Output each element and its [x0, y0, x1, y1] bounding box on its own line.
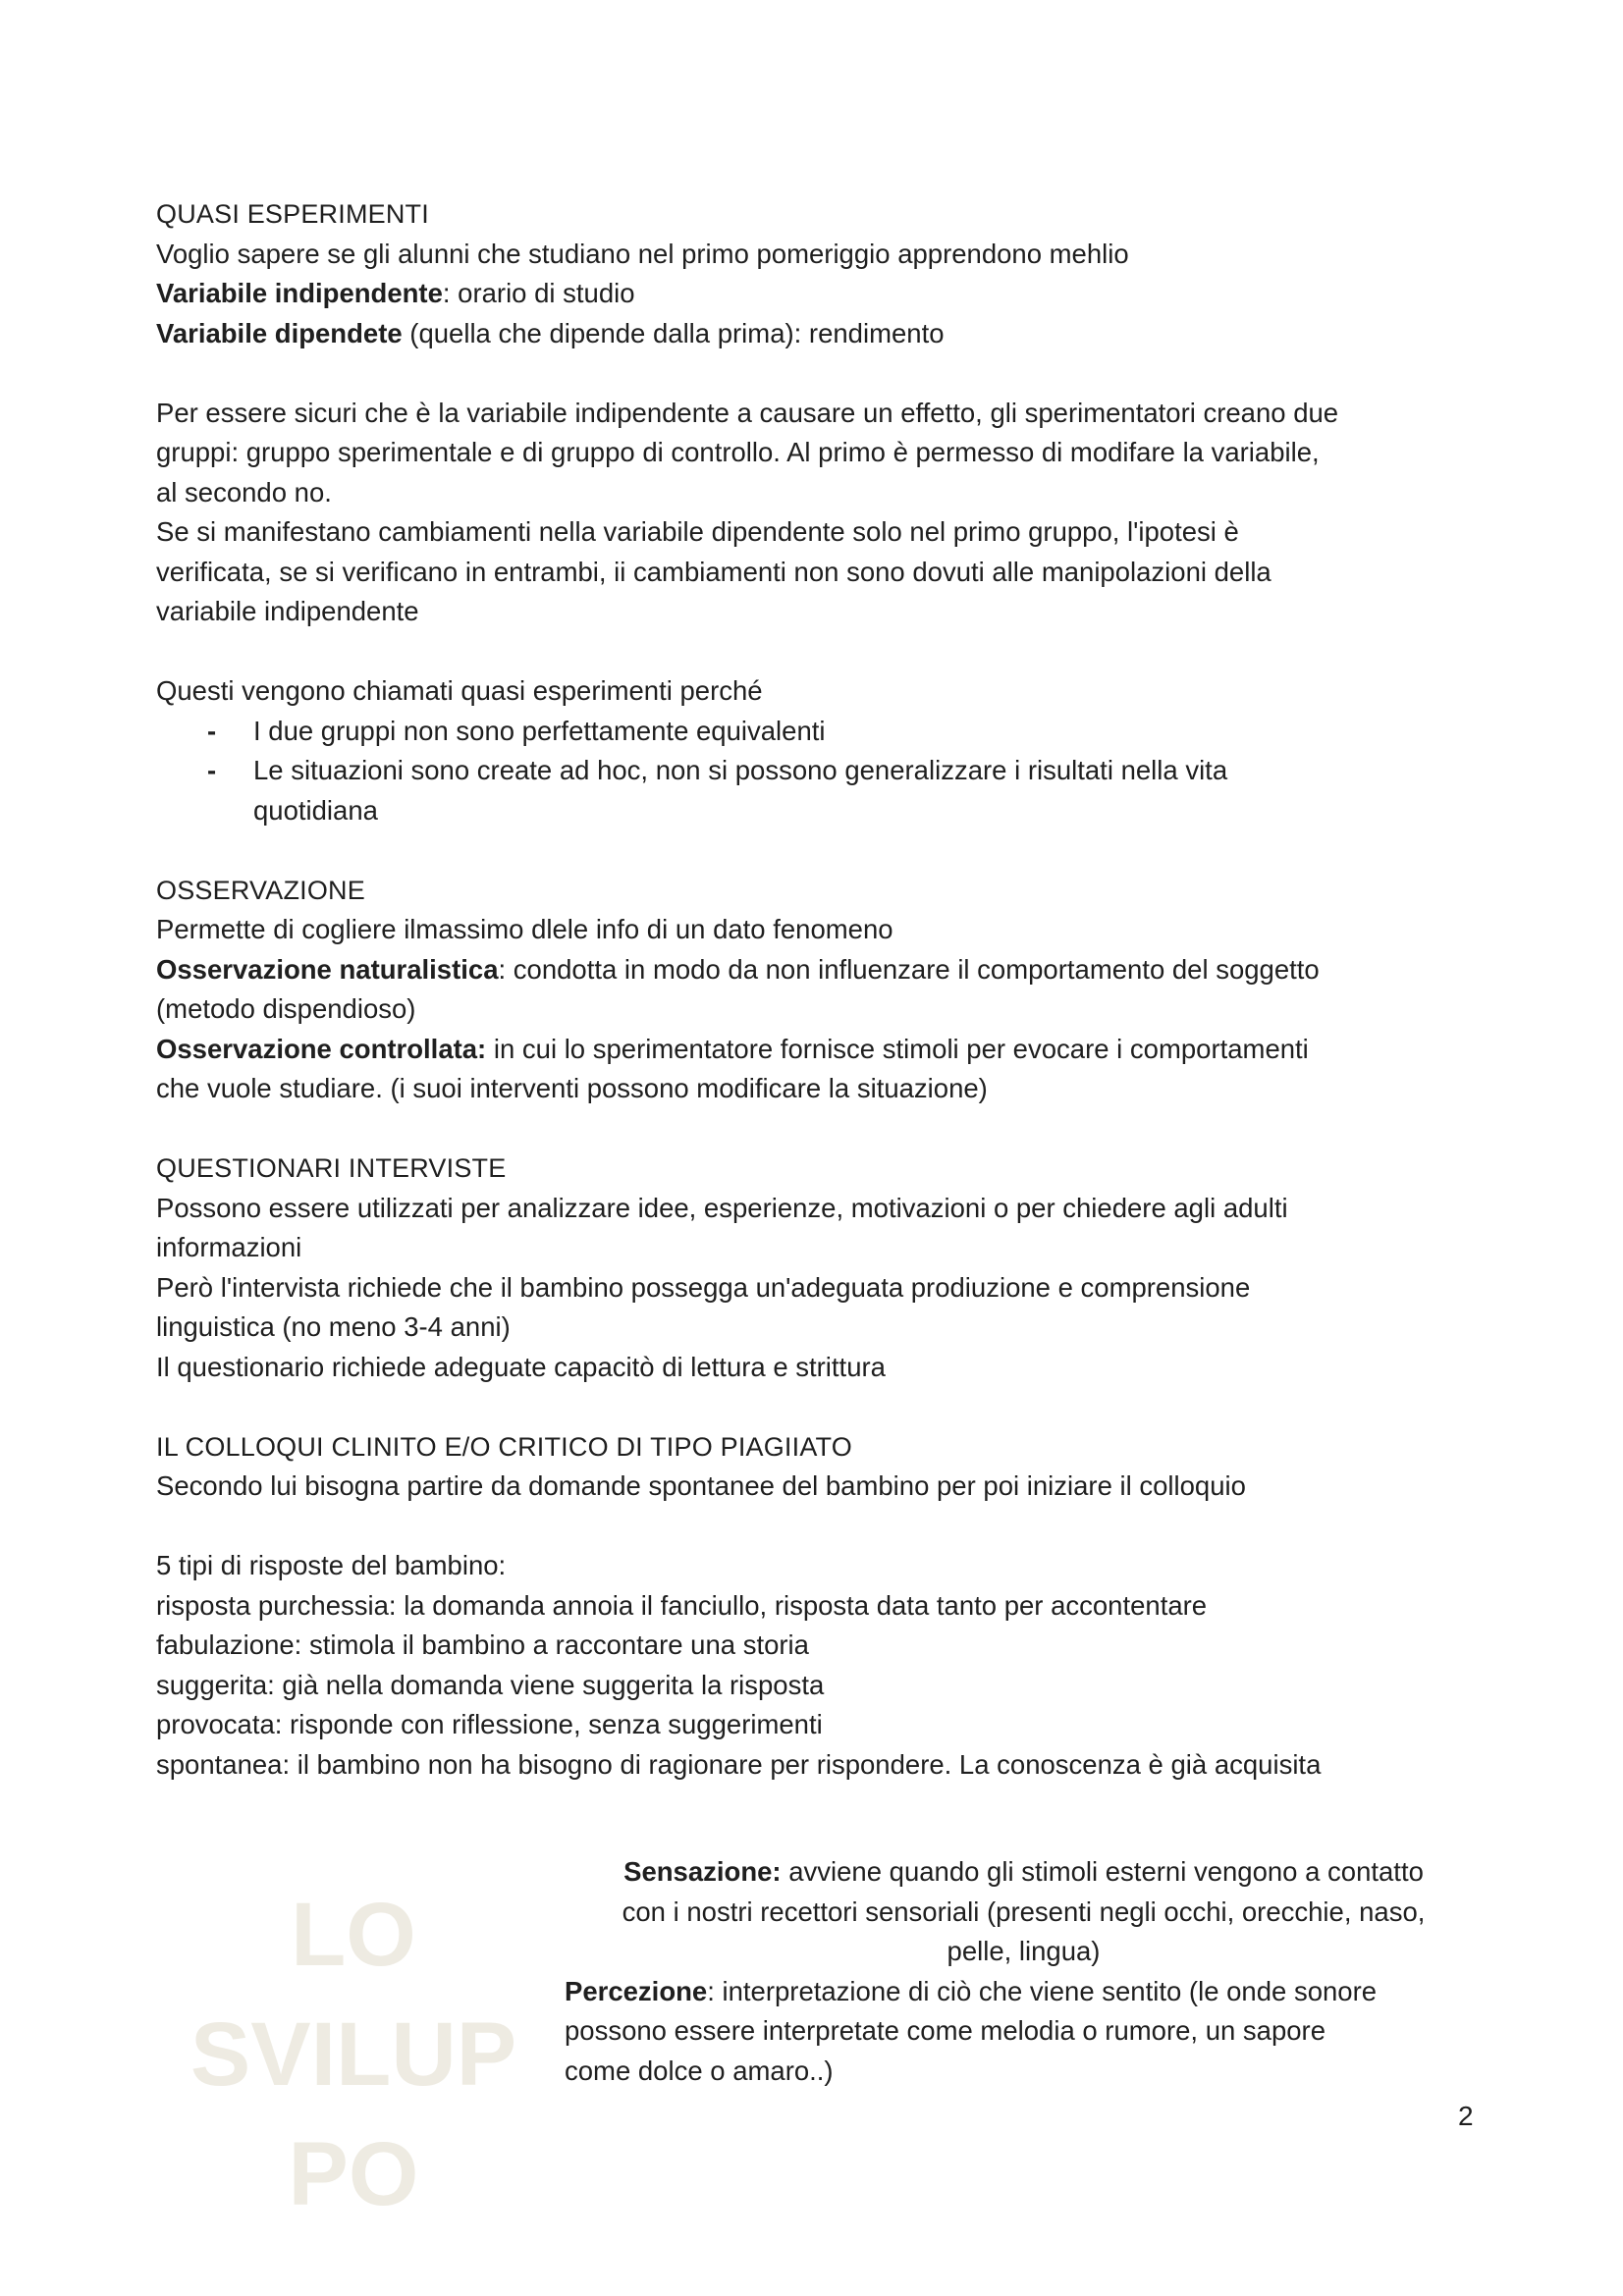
- perc-line: come dolce o amaro..): [565, 2055, 834, 2086]
- osservazione-intro: Permette di cogliere ilmassimo dlele info di un dato fenomeno: [156, 914, 893, 944]
- risposte-item: provocata: risponde con riflessione, senza suggerimenti: [156, 1709, 823, 1739]
- var-ind-label: Variabile indipendente: [156, 278, 443, 308]
- side-text-box: [565, 1852, 1483, 2091]
- var-ind-text: : orario di studio: [442, 278, 635, 308]
- spacer: [156, 632, 1491, 672]
- perc-line: [565, 1972, 1483, 2012]
- watermark: [147, 1875, 560, 2234]
- sens-text: avviene quando gli stimoli esterni vengono a contatto: [781, 1856, 1424, 1887]
- var-dip-label: Variabile dipendete: [156, 317, 403, 348]
- list-item-text: quotidiana: [253, 794, 378, 826]
- main-text: [156, 194, 1491, 1785]
- para1-line: Per essere sicuri che è la variabile indipendente a causare un effetto, gli sperimentatori creano due: [156, 397, 1339, 428]
- sens-label: Sensazione:: [623, 1856, 782, 1887]
- questionari-line: informazioni: [156, 1232, 302, 1262]
- questionari-line: Possono essere utilizzati per analizzare idee, esperienze, motivazioni o per chiedere agli adulti: [156, 1192, 1288, 1223]
- spacer: [156, 830, 1491, 871]
- para2-line: variabile indipendente: [156, 596, 419, 626]
- percezione-block: [565, 1972, 1483, 2092]
- spacer: [156, 1507, 1491, 1547]
- spacer: [156, 1109, 1491, 1149]
- nat-line-2: (metodo dispendioso): [156, 993, 416, 1024]
- para2-line: verificata, se si verificano in entrambi, ii cambiamenti non sono dovuti alle manipolazioni della: [156, 556, 1271, 587]
- section-heading-colloquio: IL COLLOQUI CLINITO E/O CRITICO DI TIPO PIAGIIATO: [156, 1431, 852, 1462]
- sens-line: [565, 1852, 1483, 1893]
- para2-line: Se si manifestano cambiamenti nella variabile dipendente solo nel primo gruppo, l'ipotesi è: [156, 516, 1239, 547]
- contr-line-2: che vuole studiare. (i suoi interventi possono modificare la situazione): [156, 1073, 988, 1103]
- watermark-line: LO: [291, 1885, 416, 1985]
- perc-label: Percezione: [565, 1975, 708, 2006]
- nat-line: [156, 950, 1491, 990]
- list-item-text: Le situazioni sono create ad hoc, non si possono generalizzare i risultati nella vita: [253, 755, 1228, 785]
- watermark-line: SVILUP: [189, 2004, 517, 2105]
- var-dip-line: [156, 314, 1491, 354]
- nat-text: : condotta in modo da non influenzare il comportamento del soggetto: [498, 953, 1320, 985]
- quasi-intro: Voglio sapere se gli alunni che studiano nel primo pomeriggio apprendono mehlio: [156, 238, 1129, 269]
- var-dip-text: (quella che dipende dalla prima): rendimento: [402, 317, 945, 348]
- spacer: [156, 1387, 1491, 1427]
- nat-label: Osservazione naturalistica: [156, 953, 499, 985]
- sensazione-block: [565, 1852, 1483, 1972]
- risposte-intro: 5 tipi di risposte del bambino:: [156, 1550, 507, 1580]
- questionari-line: Il questionario richiede adeguate capacitò di lettura e strittura: [156, 1351, 886, 1382]
- colloquio-text: Secondo lui bisogna partire da domande spontanee del bambino per poi iniziare il colloquio: [156, 1470, 1246, 1501]
- bullet-marker: -: [207, 715, 217, 746]
- perc-line: possono essere interpretate come melodia o rumore, un sapore: [565, 2015, 1326, 2046]
- list-item: [207, 712, 1491, 752]
- risposte-item: suggerita: già nella domanda viene suggerita la risposta: [156, 1669, 825, 1700]
- sens-line: pelle, lingua): [947, 1936, 1101, 1966]
- contr-text: in cui lo sperimentatore fornisce stimoli per evocare i comportamenti: [486, 1033, 1309, 1064]
- contr-label: Osservazione controllata:: [156, 1033, 487, 1064]
- para1-line: gruppi: gruppo sperimentale e di gruppo di controllo. Al primo è permesso di modifare la variabile,: [156, 437, 1320, 467]
- section-heading-osservazione: OSSERVAZIONE: [156, 875, 365, 905]
- risposte-item: spontanea: il bambino non ha bisogno di ragionare per rispondere. La conoscenza è già acquisita: [156, 1748, 1322, 1780]
- section-heading-quasi: QUASI ESPERIMENTI: [156, 199, 429, 229]
- list-item: [207, 751, 1491, 830]
- page-number: 2: [1458, 2101, 1474, 2131]
- quasi-why: Questi vengono chiamati quasi esperimenti perché: [156, 675, 763, 706]
- risposte-item: risposta purchessia: la domanda annoia il fanciullo, risposta data tanto per accontentare: [156, 1589, 1208, 1621]
- section-heading-questionari: QUESTIONARI INTERVISTE: [156, 1153, 507, 1183]
- watermark-line: PO: [288, 2124, 419, 2224]
- questionari-line: Però l'intervista richiede che il bambino possegga un'adeguata prodiuzione e comprensione: [156, 1271, 1251, 1303]
- para1-line: al secondo no.: [156, 476, 332, 507]
- list-item-text: I due gruppi non sono perfettamente equivalenti: [253, 715, 826, 746]
- bullet-list: [156, 712, 1491, 831]
- perc-text: : interpretazione di ciò che viene sentito (le onde sonore: [707, 1975, 1378, 2006]
- risposte-item: fabulazione: stimola il bambino a raccontare una storia: [156, 1629, 809, 1660]
- contr-line: [156, 1030, 1491, 1070]
- var-ind-line: [156, 274, 1491, 314]
- bullet-marker: -: [207, 755, 217, 785]
- questionari-line: linguistica (no meno 3-4 anni): [156, 1311, 511, 1342]
- spacer: [156, 353, 1491, 394]
- sens-line: con i nostri recettori sensoriali (presenti negli occhi, orecchie, naso,: [622, 1896, 1426, 1927]
